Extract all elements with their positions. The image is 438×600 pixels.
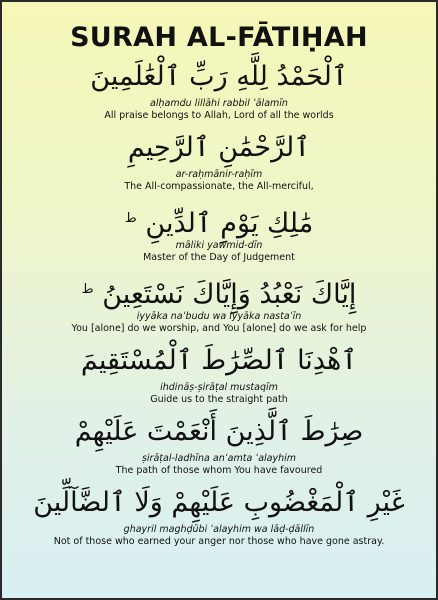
verse-arabic: صِرَٰطَ ٱلَّذِينَ أَنْعَمْتَ عَلَيْهِمْ bbox=[74, 416, 364, 447]
verse-2 bbox=[2, 129, 436, 193]
verse-5 bbox=[2, 342, 436, 406]
verse-transliteration: iyyāka naʿbudu wa iyyāka nastaʿīn bbox=[136, 311, 302, 322]
verse-6 bbox=[2, 413, 436, 477]
verse-1 bbox=[2, 58, 436, 122]
page-title: SURAH AL-FĀTIḤAH bbox=[70, 22, 368, 53]
verse-transliteration: ar-raḥmānir-raḥīm bbox=[175, 169, 263, 180]
verse-arabic: ٱهْدِنَا ٱلصِّرَٰطَ ٱلْمُسْتَقِيمَ bbox=[80, 345, 358, 376]
verse-arabic: مَٰلِكِ يَوْمِ ٱلدِّينِ $^ط$ bbox=[124, 208, 314, 239]
verse-translation: Guide us to the straight path bbox=[150, 394, 288, 405]
verse-list bbox=[2, 58, 436, 548]
verse-transliteration: ihdināṣ-ṣirāṭal mustaqīm bbox=[160, 382, 278, 393]
verse-translation: Master of the Day of Judgement bbox=[143, 252, 295, 263]
verse-translation: The All-compassionate, the All-merciful, bbox=[124, 181, 314, 192]
verse-transliteration: alḥamdu lillāhi rabbil ʿālamīn bbox=[150, 98, 288, 109]
verse-transliteration: māliki yawmid-dīn bbox=[175, 240, 263, 251]
verse-arabic: غَيْرِ ٱلْمَغْضُوبِ عَلَيْهِمْ وَلَا ٱلضَّآلِّينَ bbox=[33, 487, 405, 518]
verse-translation: You [alone] do we worship, and You [alone] do we ask for help bbox=[71, 323, 367, 334]
verse-transliteration: ghayril maghḍūbi ʿalayhim wa lāḍ-ḍāllīn bbox=[123, 524, 315, 535]
pause-mark: ط bbox=[124, 211, 137, 226]
verse-7 bbox=[2, 484, 436, 548]
verse-4 bbox=[2, 271, 436, 335]
verse-3 bbox=[2, 200, 436, 264]
verse-arabic: ٱلرَّحْمَٰنِ ٱلرَّحِيمِ bbox=[127, 132, 311, 163]
verse-arabic: ٱلْحَمْدُ لِلَّهِ رَبِّ ٱلْعَٰلَمِينَ bbox=[90, 61, 348, 92]
verse-arabic: إِيَّاكَ نَعْبُدُ وَإِيَّاكَ نَسْتَعِينُ $^ط$ bbox=[81, 279, 357, 310]
verse-translation: Not of those who earned your anger nor those who have gone astray. bbox=[53, 536, 385, 547]
pause-mark: ط bbox=[81, 282, 94, 297]
verse-transliteration: ṣirāṭal-ladhīna anʿamta ʿalayhim bbox=[141, 453, 297, 464]
verse-translation: All praise belongs to Allah, Lord of all the worlds bbox=[104, 110, 334, 121]
verse-translation: The path of those whom You have favoured bbox=[115, 465, 323, 476]
